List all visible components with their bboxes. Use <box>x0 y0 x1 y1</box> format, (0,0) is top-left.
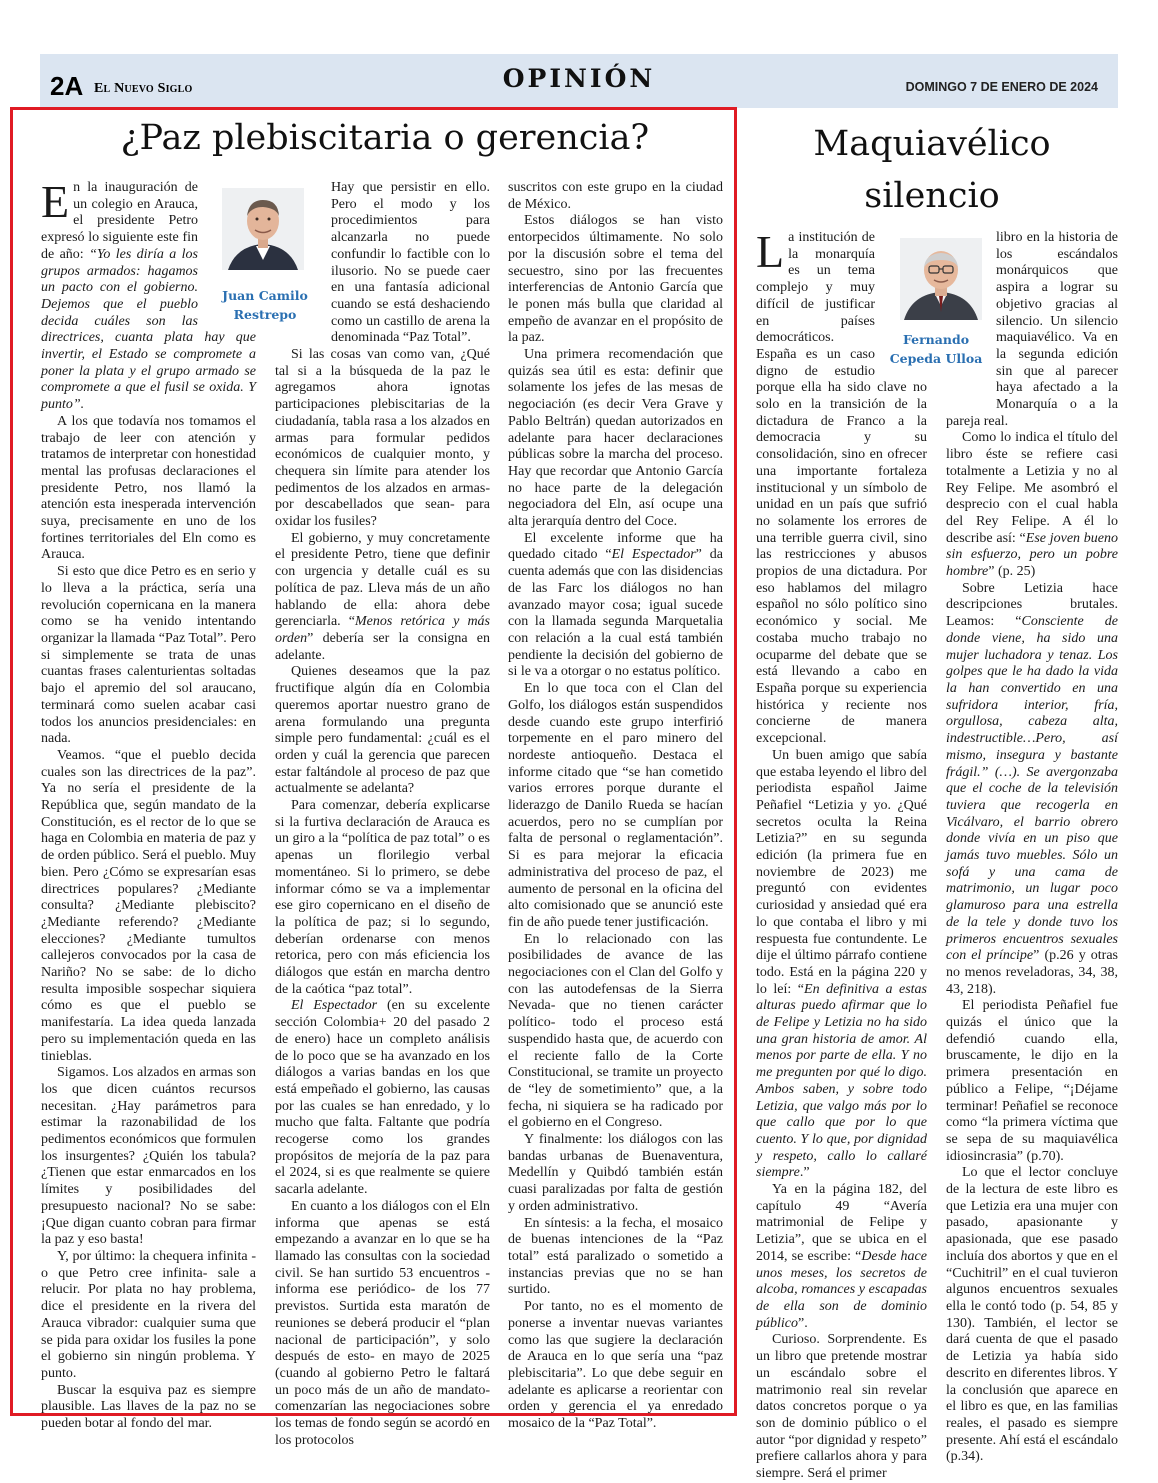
paragraph: A los que todavía nos tomamos el trabajo de leer con atención y tratamos de interpretar con honestidad mental las profusas declaraciones el presidente Petro, nos llamó la atención esta inesperada intervención suya, precisamente en uno de los fortines territoriales del Eln como es Arauca. <box>41 413 256 563</box>
author-1-first-name: Juan Camilo <box>222 288 308 303</box>
author-1-last-name: Restrepo <box>233 307 297 322</box>
article-1-column-2 <box>275 180 490 1448</box>
paragraph: Para comenzar, debería explicarse si la furtiva declaración de Arauca es un giro a la “política de paz total” o es apenas un florilegio verbal momentáneo. Si lo primero, se debe informar cómo se va a implementar ese giro copernicano en el diseño de la política de paz; si lo segundo, deberían ordenarse con menos retorica, pero con más eficiencia los diálogos que están en marcha dentro de la caótica “paz total”. <box>275 798 490 997</box>
paragraph: En lo que toca con el Clan del Golfo, los diálogos están suspendidos desde cuando este grupo interfirió torpemente en el paro minero del nordeste antioqueño. Destaca el informe citado que “se han cometido varios errores porque durante el liderazgo de Danilo Rueda se hacían acuerdos, pero no se cumplían por falta de personal o reglamentación”. Si es para mejorar la eficacia administrativa del proceso de paz, el aumento de personal en la oficina del alto comisionado que se anunció este fin de año puede tener justificación. <box>508 681 723 930</box>
paragraph: Por tanto, no es el momento de ponerse a inventar nuevas variantes como las que sugiere la declaración de Arauca en lo que sería una “paz plebiscitaria”. Lo que debe seguir en adelante es aplicarse a reorientar con orden y gerencia el ya enredado mosaico de la “Paz Total”. <box>508 1299 723 1432</box>
dropcap: E <box>41 176 70 227</box>
paragraph: Curioso. Sorprendente. Es un libro que pretende mostrar un escándalo sobre el matrimonio real sin revelar datos concretos porque o ya son de dominio público o el autor “por dignidad y respeto” prefiere callarlos ahora y para siempre. Será el primer <box>756 1332 927 1482</box>
section-title: OPINIÓN <box>502 64 656 93</box>
article-2-column-2 <box>946 230 1119 1465</box>
paragraph: libro en la historia de los escándalos monárquicos que aspira a lograr su objetivo gracias al silencio. Un silencio maquiavélico. Va en la segunda edición sin que al parecer haya afectado a la Monarquía o a la pareja real. <box>946 230 1118 429</box>
paragraph: En síntesis: a la fecha, el mosaico de buenas intenciones de la “Paz total” está paralizado o sometido a instancias previas que no se han surtido. <box>508 1215 723 1298</box>
paragraph: Si esto que dice Petro es en serio y lo lleva a la práctica, sería una revolución copernicana en la manera como se ha venido intentando organizar la llamada “Paz Total”. Pero si simplemente se trata de unas cuantas frases calenturientas soltadas bajo el apremio del sol araucano, terminará como suelen acabar casi todos los anuncios presidenciales: en nada. <box>41 564 256 747</box>
paragraph: Si las cosas van como van, ¿Qué tal si a la búsqueda de la paz le agregamos ahora ignotas participaciones plebiscitarias de la ciudadanía, tabla rasa a los alzados en armas para formular pedidos económicos de cualquier monto, y chequera sin límite para atender los pedimentos de los alzados en armas- por descabellados que sean- para oxidar los fusiles? <box>275 347 490 530</box>
paragraph: Y, por último: la chequera infinita -o que Petro cree infinita- sale a relucir. Por plata no hay problema, dice el presidente en la rivera del Arauca vibrador: cualquier suma que se pida para oxidar los fusiles la pone el gobierno sin ningún problema. Y punto. <box>41 1249 256 1381</box>
paragraph: Estos diálogos se han visto entorpecidos últimamente. No solo por la discusión sobre el tema del secuestro, sino por las frecuentes interferencias de Antonio García que le ponen más bulla que claridad al empeño de avanzar en el propósito de la paz. <box>508 213 723 346</box>
article-1-title: ¿Paz plebiscitaria o gerencia? <box>120 118 650 158</box>
page-number: 2A <box>50 71 84 101</box>
section-header <box>40 54 1118 108</box>
paragraph: El gobierno, y muy concretamente el presidente Petro, tiene que definir con urgencia y detalle cuál es su política de paz. Lleva más de un año hablando de ella: ahora debe gerenciarla. “Menos retórica y más orden” debería ser la consigna en adelante. <box>275 530 490 663</box>
paragraph: Una primera recomendación que quizás sea útil es esta: definir que solamente los jefes de las mesas de negociación (es decir Vera Grave y Pablo Beltrán) quedan autorizados en adelante para hacer declaraciones públicas sobre la marcha del proceso. Hay que recordar que Antonio García no hace parte de la delegación negociadora del Eln, así ocupe una alta jerarquía dentro del Coce. <box>508 347 723 530</box>
paragraph: Lo que el lector concluye de la lectura de este libro es que Letizia era una mujer con pasado, apasionante y apasionada, que ese pasado incluía dos abortos y que en el “Cuchitril” en el cual tuvieron algunos encuentros sexuales ella le contó todo (p. 54, 85 y 130). También, el lector se dará cuenta de que el pasado de Letizia ya había sido descrito en diferentes libros. Y la conclusión que aparece en el libro es que, en las familias reales, el pasado es siempre presente. Ahí está el escándalo (p.34). <box>946 1165 1118 1465</box>
paragraph: Buscar la esquiva paz es siempre plausible. Las llaves de la paz no se pueden botar al fondo del mar. <box>41 1382 256 1432</box>
article-2-title: Maquiavélico silencio <box>813 124 1051 216</box>
paragraph: Como lo indica el título del libro éste se refiere casi totalmente a Letizia y no al Rey Felipe. Me asombró el desprecio con el cual habla del Rey Felipe. A él lo describe así: “Ese joven bueno sin esfuerzo, pero un pobre hombre” (p. 25) <box>946 430 1119 580</box>
paragraph: suscritos con este grupo en la ciudad de México. <box>508 180 723 212</box>
paragraph: Hay que persistir en ello. Pero el modo y los procedimientos para alcanzarla no puede confundir lo factible con lo ilusorio. No se puede caer en una fantasía adicional cuando se está deshaciendo como un castillo de arena la denominada “Paz Total”. <box>331 180 490 346</box>
article-2-column-1 <box>756 226 927 1482</box>
article-1-column-3 <box>508 180 723 1432</box>
paragraph: Ya en la página 182, del capítulo 49 “Avería matrimonial de Felipe y Letizia”, que se ubica en el 2014, se escribe: “Desde hace unos meses, los secretos de alcoba, romances y escapadas de ella son de dominio público”. <box>756 1182 927 1331</box>
paragraph: El periodista Peñafiel fue quizás el único que la defendió cuando ella, bruscamente, le dijo en la primera presentación en público a Felipe, “¡Déjame terminar! Peñafiel se reconoce como “la primera víctima que se sepa de su maquiavélica idiosincrasia” (p.70). <box>946 998 1118 1164</box>
author-2-last-name: Cepeda Ulloa <box>889 351 983 366</box>
paragraph: El excelente informe que ha quedado citado “El Espectador” da cuenta además que con las disidencias de las Farc los diálogos no han avanzado mayor cosa; igual sucede con la llamada segunda Marquetalia con relación a la cual está también pendiente la decisión del gobierno de si le va a otorgar o no estatus político. <box>508 530 723 680</box>
newspaper-name: El Nuevo Siglo <box>94 81 193 96</box>
issue-date: DOMINGO 7 DE ENERO DE 2024 <box>905 80 1098 94</box>
paragraph: Sobre Letizia hace descripciones brutales. Leamos: “Consciente de donde viene, ha sido una mujer luchadora y tenaz. Los golpes que le ha dado la vida la han convertido en una sufridora interior, fría, orgullosa, cabeza alta, indestructible…Pero, así mismo, insegura y bastante frágil.” (…). Se avergonzaba que el coche de la televisión tuviera que recogerla en Vicálvaro, el barrio obrero donde vivía en un piso que jamás tuvo muebles. Sólo un sofá y una cama de matrimonio, un lugar poco glamuroso para una estrella de la tele y donde tuvo los primeros encuentros sexuales con el príncipe” (p.26 y otras no menos reveladoras, 34, 38, 43, 218). <box>946 580 1118 997</box>
paragraph: Quienes deseamos que la paz fructifique algún día en Colombia queremos aportar nuestro grano de arena formulando una pregunta simple pero fundamental: ¿cuál es el orden y cuál la gerencia que parecen estar faltándole al proceso de paz que actualmente se adelanta? <box>275 664 490 797</box>
paragraph: Y finalmente: los diálogos con las bandas urbanas de Buenaventura, Medellín y Quibdó también están cuasi paralizadas por falta de gestión y orden administrativo. <box>508 1132 723 1214</box>
article-2-lead-paragraph: La institución de la monarquía es un tema complejo y muy difícil de justificar en países democráticos. España es un caso digno de estudio porque ella ha sido clave no solo en la transición de la dictadura de Franco a la democracia y su consolidación, sino en ofrecer una importante fortaleza institucional y un símbolo de unidad en un país que sufrió no solamente los errores de una terrible guerra civil, sino las restricciones y abusos propios de una dictadura. Por eso hablamos del milagro español no sólo político sino económico y social. Me costaba mucho trabajo no ocuparme del debate que se está llevando a cabo en España porque su experiencia histórica y reciente nos concierne de manera excepcional. <box>756 226 927 747</box>
paragraph: El Espectador (en su excelente sección Colombia+ 20 del pasado 2 de enero) hace un completo análisis de lo poco que se ha avanzado en los diálogos a varias bandas en los que está empeñado el gobierno, las causas por las cuales se han enredado, y lo mucho que falta. Faltante que podría recogerse como los grandes propósitos de mejoría de la paz para el 2024, si es que realmente se quiere sacarla adelante. <box>275 998 490 1198</box>
dropcap: L <box>756 226 785 277</box>
article-1-lead-paragraph: En la inauguración de un colegio en Arauca, el presidente Petro expresó lo siguiente este fin de año: “Yo les diría a los grupos armados: hagamos un pacto con el gobierno. Dejemos que el pueblo decida cuáles son las directrices, cuanta plata hay que invertir, el Estado se compromete a poner la plata y el grupo armado se compromete a que el fusil se oxida. Y punto”. <box>41 176 256 413</box>
article-1-column-1 <box>41 176 256 1432</box>
paragraph: En cuanto a los diálogos con el Eln informa que apenas se está empezando a avanzar en lo que se ha llamado las consultas con la sociedad civil. Se han surtido 53 encuentros -informa ese periódico- de los 77 previstos. Surtida esta maratón de reuniones se deberá producir el “plan nacional de participación”, y solo después de esto- en mayo de 2025 (cuando al gobierno Petro le faltará un poco más de un año de mandato- comenzarían las negociaciones sobre los temas de fondo según se acordó en los protocolos <box>275 1198 490 1448</box>
paragraph: Veamos. “que el pueblo decida cuales son las directrices de la paz”. Ya no sería el presidente de la República que, según mandato de la Constitución, es el rector de lo que se haga en Colombia en materia de paz y de orden público. Será el pueblo. Muy bien. Pero ¿Cómo se expresarían esas directrices populares? ¿Mediante consulta? ¿Mediante plebiscito? ¿Mediante referendo? ¿Mediante elecciones? ¿Mediante tumultos callejeros convocados por la casa de Nariño? No se sabe: de lo dicho resulta imposible sospechar siquiera cómo es que el pueblo se manifestaría. La idea queda lanzada pero su implementación queda en las tinieblas. <box>41 747 256 1064</box>
author-2-first-name: Fernando <box>902 332 970 347</box>
paragraph: En lo relacionado con las posibilidades de avance de las negociaciones con el Clan del Golfo y con las autodefensas de la Sierra Nevada- que no tienen carácter político- todo el proceso está suspendido hasta que, de acuerdo con el reciente fallo de la Corte Constitucional, se tramite un proyecto de “ley de sometimiento” que, a la fecha, ni siquiera se ha radicado por el gobierno en el Congreso. <box>508 931 723 1131</box>
paragraph: Sigamos. Los alzados en armas son los que dicen cuántos recursos necesitan. ¿Hay parámetros para estimar la razonabilidad de los pedimentos económicos que formulen los insurgentes? ¿Quién los tabula? ¿Tienen que estar enmarcados en los límites y posibilidades del presupuesto nacional? No se sabe: ¡Que digan cuanto cobran para firmar la paz y eso basta! <box>41 1065 256 1248</box>
paragraph: Un buen amigo que sabía que estaba leyendo el libro del periodista español Jaime Peñafiel “Letizia y yo. ¿Qué secretos oculta la Reina Letizia?” en su segunda edición (la primera fue en noviembre de 2023) me preguntó con evidentes curiosidad y ansiedad qué era lo que contaba el libro y mi respuesta fue contundente. Le dije el último párrafo contiene todo. Está en la página 220 y lo leí: “En definitiva a estas alturas puedo afirmar que lo de Felipe y Letizia no ha sido una gran historia de amor. Al menos por parte de ella. Y no me pregunten por qué lo digo. Ambos saben, y sobre todo Letizia, que valgo más por lo que callo que por lo que cuento. Y lo que, por dignidad y respeto, callo lo callaré siempre.” <box>756 747 927 1181</box>
